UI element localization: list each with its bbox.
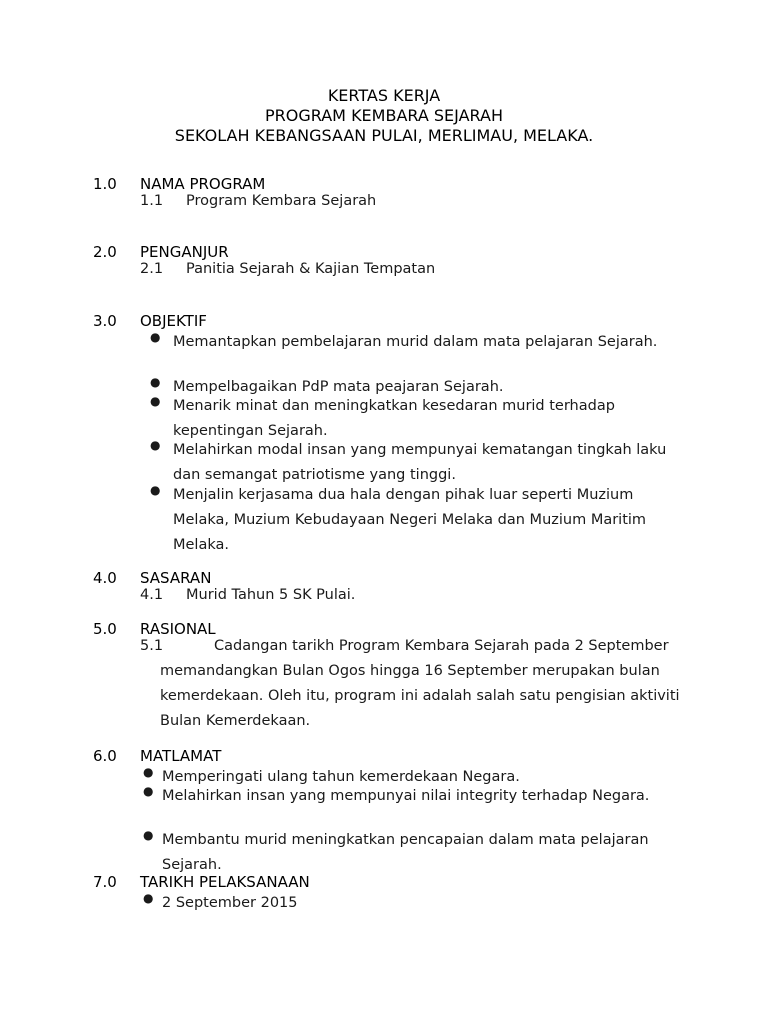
section-penganjur xyxy=(0,243,768,279)
bullet-icon: ● xyxy=(150,394,161,408)
title-line-2: PROGRAM KEMBARA SEJARAH xyxy=(265,106,503,125)
section-heading: SASARAN xyxy=(140,569,212,587)
subsection-number: 4.1 xyxy=(140,587,164,603)
list-item: ● Memperingati ulang tahun kemerdekaan Negara. xyxy=(143,765,520,785)
subsection-number: 1.1 xyxy=(140,193,164,209)
section-heading: MATLAMAT xyxy=(140,747,222,765)
bullet-icon: ● xyxy=(143,784,154,798)
list-item: ● Menjalin kerjasama dua hala dengan pihak luar seperti Muzium Melaka, Muzium Kebudayaan Negeri Melaka dan Muzium Maritim Melaka. xyxy=(150,483,647,553)
section-number: 1.0 xyxy=(93,175,117,193)
bullet-icon: ● xyxy=(143,891,154,905)
section-heading: NAMA PROGRAM xyxy=(140,175,266,193)
list-item: ● Memantapkan pembelajaran murid dalam mata pelajaran Sejarah. xyxy=(150,330,658,350)
subsection-paragraph: Cadangan tarikh Program Kembara Sejarah pada 2 September memandangkan Bulan Ogos hingga 16 September merupakan bulan kemerdekaan. Oleh itu, program ini adalah salah satu pengisian aktiviti Bulan Kemerdekaan. xyxy=(160,638,680,729)
section-number: 6.0 xyxy=(93,747,117,765)
bullet-icon: ● xyxy=(150,375,161,389)
section-heading: TARIKH PELAKSANAAN xyxy=(140,873,310,891)
section-heading: OBJEKTIF xyxy=(140,312,207,330)
list-item: ● Membantu murid meningkatkan pencapaian dalam mata pelajaran Sejarah. xyxy=(143,828,649,873)
list-item: ● Melahirkan insan yang mempunyai nilai integrity terhadap Negara. xyxy=(143,784,650,804)
bullet-icon: ● xyxy=(150,483,161,497)
title-line-1: KERTAS KERJA xyxy=(327,86,441,105)
subsection-text: Panitia Sejarah & Kajian Tempatan xyxy=(186,261,436,277)
bullet-icon: ● xyxy=(143,765,154,779)
list-item: ● 2 September 2015 xyxy=(143,891,298,911)
subsection-number: 5.1 xyxy=(140,638,164,654)
list-item: ● Mempelbagaikan PdP mata peajaran Sejarah. xyxy=(150,375,504,395)
list-item: ● Menarik minat dan meningkatkan kesedaran murid terhadap kepentingan Sejarah. xyxy=(150,394,615,439)
section-sasaran xyxy=(0,569,768,605)
section-number: 2.0 xyxy=(93,243,117,261)
document-title xyxy=(0,86,768,146)
section-heading: RASIONAL xyxy=(140,620,216,638)
section-nama-program xyxy=(0,175,768,211)
section-number: 4.0 xyxy=(93,569,117,587)
section-matlamat xyxy=(0,747,768,873)
bullet-icon: ● xyxy=(150,330,161,344)
list-item: ● Melahirkan modal insan yang mempunyai kematangan tingkah laku dan semangat patriotisme yang tinggi. xyxy=(150,438,667,483)
section-number: 3.0 xyxy=(93,312,117,330)
section-rasional xyxy=(0,620,768,729)
title-line-3: SEKOLAH KEBANGSAAN PULAI, MERLIMAU, MELAKA. xyxy=(174,126,594,145)
section-heading: PENGANJUR xyxy=(140,243,229,261)
section-objektif xyxy=(0,312,768,553)
section-tarikh-pelaksanaan xyxy=(0,873,768,911)
subsection-text: Murid Tahun 5 SK Pulai. xyxy=(186,587,356,603)
section-number: 5.0 xyxy=(93,620,117,638)
bullet-icon: ● xyxy=(150,438,161,452)
subsection-number: 2.1 xyxy=(140,261,164,277)
bullet-icon: ● xyxy=(143,828,154,842)
section-number: 7.0 xyxy=(93,873,117,891)
subsection-text: Program Kembara Sejarah xyxy=(186,193,377,209)
